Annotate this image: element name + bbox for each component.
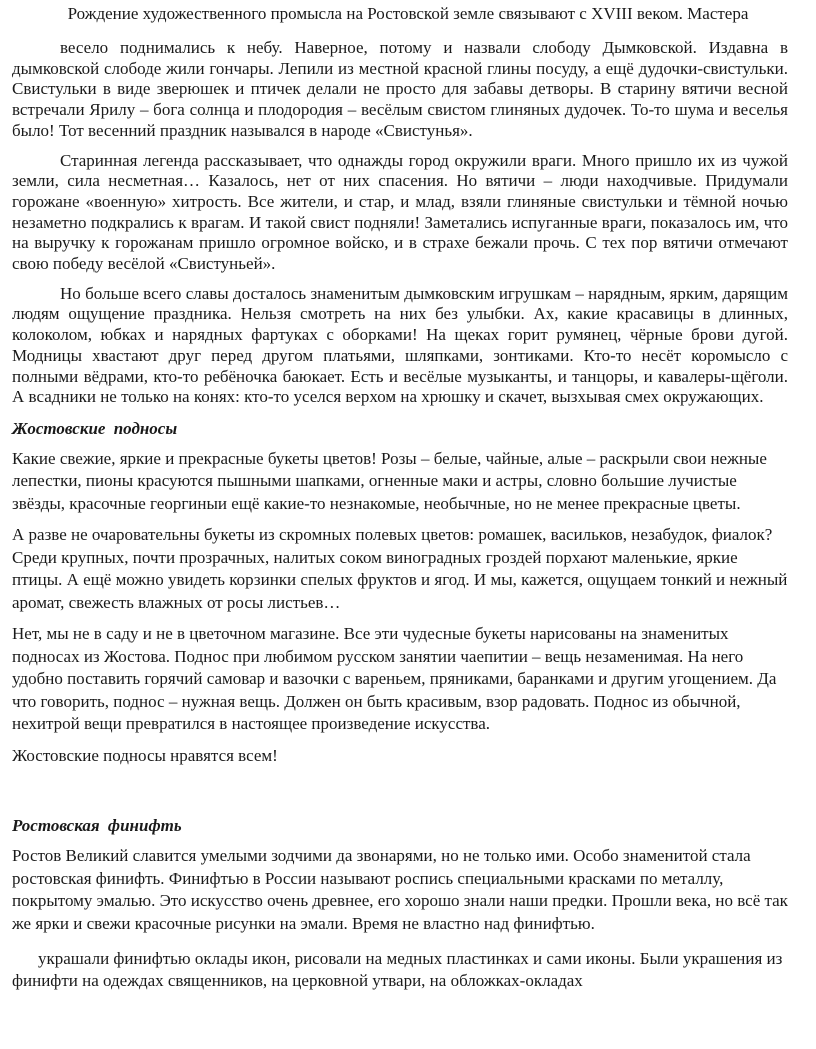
section-heading-zhostovo: Жостовские подносы	[12, 418, 178, 438]
paragraph-finift-uses: украшали финифтью оклады икон, рисовали на медных пластинках и сами иконы. Были украшения из финифти на одеждах священников, на церковной утвари, на обложках-окладах	[12, 949, 783, 990]
paragraph-dymkovo-toys: Но больше всего славы досталось знаменитым дымковским игрушкам – нарядным, ярким, дарящим людям ощущение праздника. Нельзя смотреть на них без улыбки. Ах, какие красавицы в длинных, колоколом, юбках и нарядных фартуках с оборками! На щеках горит румянец, чёрные брови дугой. Модницы хвастают друг перед другом платьями, шляпками, зонтиками. Кто-то несёт коромысло с полными вёдрами, кто-то ребёночка баюкает. Есть и весёлые музыканты, и танцоры, и кавалеры-щёголи. А всадники не только на конях: кто-то уселся верхом на хрюшку и скачет, вызхывая смех окружающих.	[12, 283, 788, 407]
paragraph-trays: Нет, мы не в саду и не в цветочном магазине. Все эти чудесные букеты нарисованы на знаменитых подносах из Жостова. Поднос при любимом русском занятии чаепитии – вещь незаменимая. На него удобно поставить горячий самовар и вазочки с вареньем, пряниками, баранками и другим угощением. Да что говорить, поднос – нужная вещь. Должен он быть красивым, взор радовать. Поднос из обычной, нехитрой вещи превратился в настоящее произведение искусства.	[12, 624, 777, 734]
paragraph-trays-liked: Жостовские подносы нравятся всем!	[12, 745, 278, 765]
paragraph-rostov-finift: Ростов Великий славится умелыми зодчими да звонарями, но не только ими. Особо знаменитой стала ростовская финифть. Финифтью в России называют роспись специальными красками по металлу, покрытому эмалью. Это искусство очень древнее, его хорошо знали наши предки. Прошли века, но всё так же ярки и свежи красочные рисунки на эмали. Время не властно над финифтью.	[12, 846, 788, 933]
section-heading-rostov-finift: Ростовская финифть	[12, 816, 182, 836]
page-header-line: Рождение художественного промысла на Ростовской земле связывают с XVIII веком. Мастера	[67, 4, 749, 23]
document-body	[12, 38, 788, 991]
paragraph-bouquets: Какие свежие, яркие и прекрасные букеты цветов! Розы – белые, чайные, алые – раскрыли свои нежные лепестки, пионы красуются пышными шапками, огненные маки и астры, словно большие лучистые звёзды, красочные георгиныи ещё какие-то незнакомые, необычные, но не менее прекрасные цветы.	[12, 448, 767, 513]
paragraph-dymkovo-slobodka: весело поднимались к небу. Наверное, потому и назвали слободу Дымковской. Издавна в дымковской слободе жили гончары. Лепили из местной красной глины посуду, а ещё дудочки-свистульки. Свистульки в виде зверюшек и птичек делали не просто для забавы детворы. В старину вятичи весной встречали Ярилу – бога солнца и плодородия – весёлым свистом глиняных дудочек. То-то шума и веселья было! Тот весенний праздник назывался в народе «Свистунья».	[12, 38, 788, 140]
section-spacer	[12, 767, 788, 805]
paragraph-wildflowers: А разве не очаровательны букеты из скромных полевых цветов: ромашек, васильков, незабудок, фиалок? Среди крупных, почти прозрачных, налитых соком виноградных гроздей порхают маленькие, яркие птицы. А ещё можно увидеть корзинки спелых фруктов и ягод. И мы, кажется, ощущаем тонкий и нежный аромат, свежесть влажных от росы листьев…	[12, 525, 788, 612]
paragraph-legend: Старинная легенда рассказывает, что однажды город окружили враги. Много пришло их из чужой земли, сила несметная… Казалось, нет от них спасения. Но вятичи – люди находчивые. Придумали горожане «военную» хитрость. Все жители, и стар, и млад, взяли глиняные свистульки и тёмной ночью незаметно подкрались к врагам. И такой свист подняли! Заметались испуганные враги, показалось им, что на выручку к горожанам пришло огромное войско, и в страхе бежали прочь. С тех пор вятичи отмечают свою победу весёлой «Свистуньей».	[12, 150, 788, 274]
